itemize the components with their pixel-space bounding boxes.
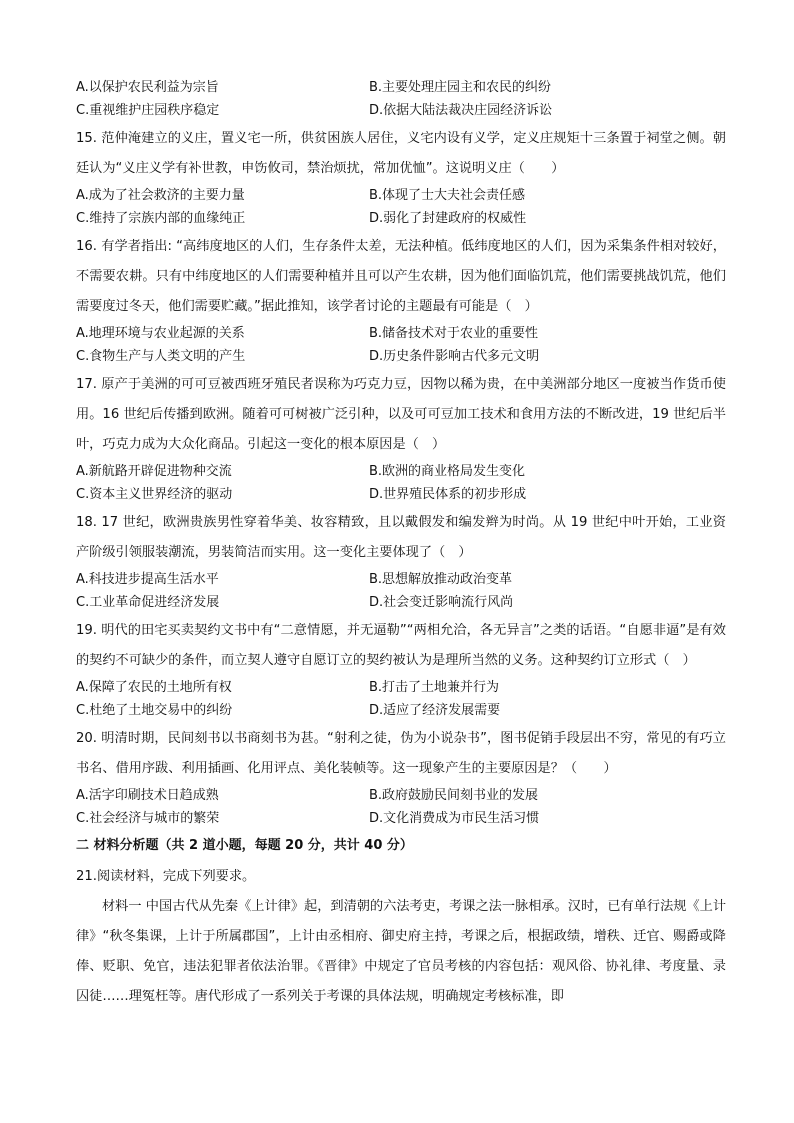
option-row bbox=[76, 568, 726, 591]
option-c: C.资本主义世界经济的驱动 bbox=[76, 487, 233, 502]
material-1: 材料一 中国古代从先秦《上计律》起，到清朝的六法考吏，考课之法一脉相承。汉时，已有单行法规《上计律》“秋冬集课，上计于所属郡国”，上计由丞相府、御史府主持，考课之后，根据政绩，增秩、迁官、赐爵或降俸、贬职、免官，违法犯罪者依法治罪。《晋律》中规定了官员考核的内容包括：观风俗、协礼律、考度量、录囚徒……理冤枉等。唐代形成了一系列关于考课的具体法规，明确规定考核标准，即 bbox=[76, 899, 727, 1004]
option-a: A.新航路开辟促进物种交流 bbox=[76, 464, 232, 479]
option-row bbox=[76, 591, 726, 614]
option-row bbox=[76, 784, 726, 807]
option-b: B.主要处理庄园主和农民的纠纷 bbox=[369, 80, 552, 95]
question-20: 20. 明清时期，民间刻书以书商刻书为甚。“射利之徒，伪为小说杂书”，图书促销手段层出不穷，常见的有巧立书名、借用序跋、利用插画、化用评点、美化装帧等。这一现象产生的主要原因是？（ ） bbox=[76, 731, 726, 776]
option-c: C.维持了宗族内部的血缘纯正 bbox=[76, 211, 246, 226]
option-b: B.政府鼓励民间刻书业的发展 bbox=[369, 788, 539, 803]
option-row bbox=[76, 676, 726, 699]
option-d: D.世界殖民体系的初步形成 bbox=[369, 487, 527, 502]
option-c: C.重视维护庄园秩序稳定 bbox=[76, 103, 220, 118]
option-row bbox=[76, 345, 726, 368]
page-content bbox=[76, 76, 726, 1012]
option-a: A.科技进步提高生活水平 bbox=[76, 572, 219, 587]
option-d: D.社会变迁影响流行风尚 bbox=[369, 595, 514, 610]
option-row bbox=[76, 807, 726, 830]
option-b: B.打击了土地兼并行为 bbox=[369, 680, 500, 695]
option-row bbox=[76, 76, 726, 99]
option-a: A.以保护农民利益为宗旨 bbox=[76, 80, 219, 95]
question-18: 18. 17 世纪，欧洲贵族男性穿着华美、妆容精致，且以戴假发和编发辫为时尚。从 19 世纪中叶开始，工业资产阶级引领服装潮流，男装简洁而实用。这一变化主要体现了（ ） bbox=[76, 515, 726, 560]
option-c: C.工业革命促进经济发展 bbox=[76, 595, 220, 610]
question-16: 16. 有学者指出: “高纬度地区的人们，生存条件太差，无法种植。低纬度地区的人们，因为采集条件相对较好，不需要农耕。只有中纬度地区的人们需要种植并且可以产生农耕，因为他们面临饥荒，他们需要挑战饥荒，他们需要度过冬天，他们需要贮藏。”据此推知，该学者讨论的主题最有可能是（ ） bbox=[76, 239, 726, 314]
option-a: A.活字印刷技术日趋成熟 bbox=[76, 788, 219, 803]
option-row bbox=[76, 460, 726, 483]
option-row bbox=[76, 99, 726, 122]
question-17: 17. 原产于美洲的可可豆被西班牙殖民者误称为巧克力豆，因物以稀为贵，在中美洲部分地区一度被当作货币使用。16 世纪后传播到欧洲。随着可可树被广泛引种，以及可可豆加工技术和食用方法的不断改进，19 世纪后半叶，巧克力成为大众化商品。引起这一变化的根本原因是（ ） bbox=[76, 377, 726, 452]
option-a: A.成为了社会救济的主要力量 bbox=[76, 188, 245, 203]
section-title: 二 材料分析题（共 2 道小题，每题 20 分，共计 40 分） bbox=[76, 838, 413, 853]
option-b: B.体现了士大夫社会责任感 bbox=[369, 188, 526, 203]
option-row bbox=[76, 483, 726, 506]
option-row bbox=[76, 699, 726, 722]
option-c: C.杜绝了土地交易中的纠纷 bbox=[76, 703, 233, 718]
option-a: A.地理环境与农业起源的关系 bbox=[76, 326, 245, 341]
question-21: 21.阅读材料，完成下列要求。 bbox=[76, 869, 256, 884]
option-b: B.欧洲的商业格局发生变化 bbox=[369, 464, 526, 479]
option-c: C.社会经济与城市的繁荣 bbox=[76, 811, 220, 826]
option-row bbox=[76, 207, 726, 230]
option-d: D.依据大陆法裁决庄园经济诉讼 bbox=[369, 103, 553, 118]
option-b: B.储备技术对于农业的重要性 bbox=[369, 326, 539, 341]
option-c: C.食物生产与人类文明的产生 bbox=[76, 349, 246, 364]
option-row bbox=[76, 184, 726, 207]
option-d: D.适应了经济发展需要 bbox=[369, 703, 501, 718]
option-d: D.弱化了封建政府的权威性 bbox=[369, 211, 527, 226]
option-a: A.保障了农民的土地所有权 bbox=[76, 680, 232, 695]
option-d: D.文化消费成为市民生活习惯 bbox=[369, 811, 540, 826]
question-15: 15. 范仲淹建立的义庄，置义宅一所，供贫困族人居住，义宅内设有义学，定义庄规矩十三条置于祠堂之侧。朝廷认为“义庄义学有补世教，申饬攸司，禁治烦扰，常加优恤”。这说明义庄（ ） bbox=[76, 131, 726, 176]
option-b: B.思想解放推动政治变革 bbox=[369, 572, 513, 587]
option-d: D.历史条件影响古代多元文明 bbox=[369, 349, 540, 364]
option-row bbox=[76, 322, 726, 345]
question-19: 19. 明代的田宅买卖契约文书中有“二意情愿，并无逼勒”“两相允洽，各无异言”之类的话语。“自愿非逼”是有效的契约不可缺少的条件，而立契人遵守自愿订立的契约被认为是理所当然的义务。这种契约订立形式（ ） bbox=[76, 623, 726, 668]
